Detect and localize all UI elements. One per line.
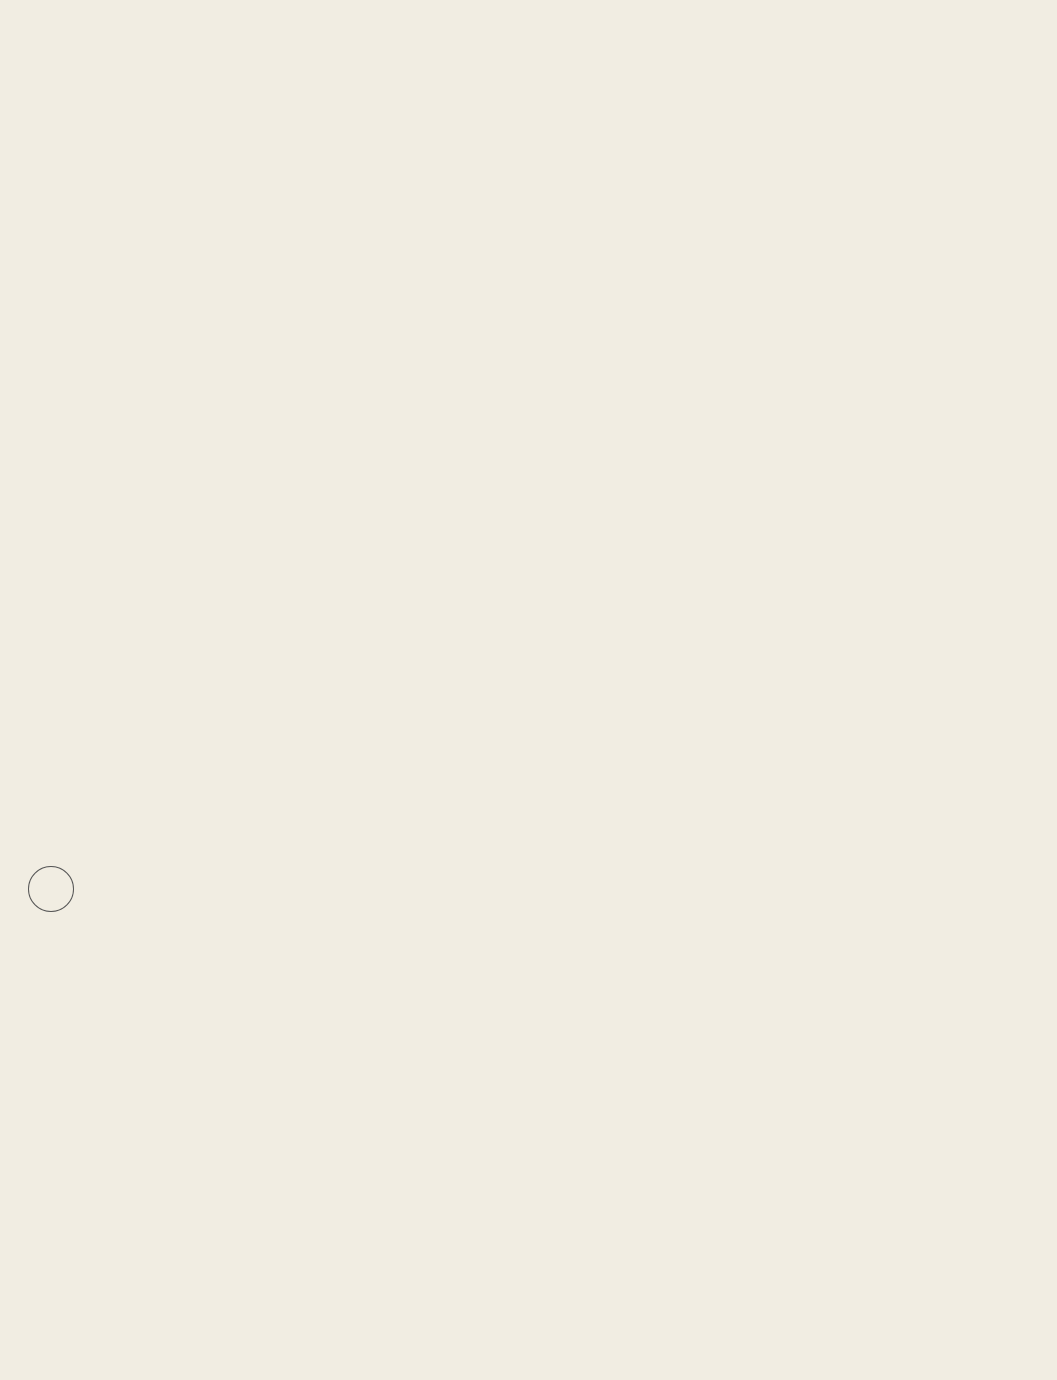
circle-annotation xyxy=(28,866,74,912)
